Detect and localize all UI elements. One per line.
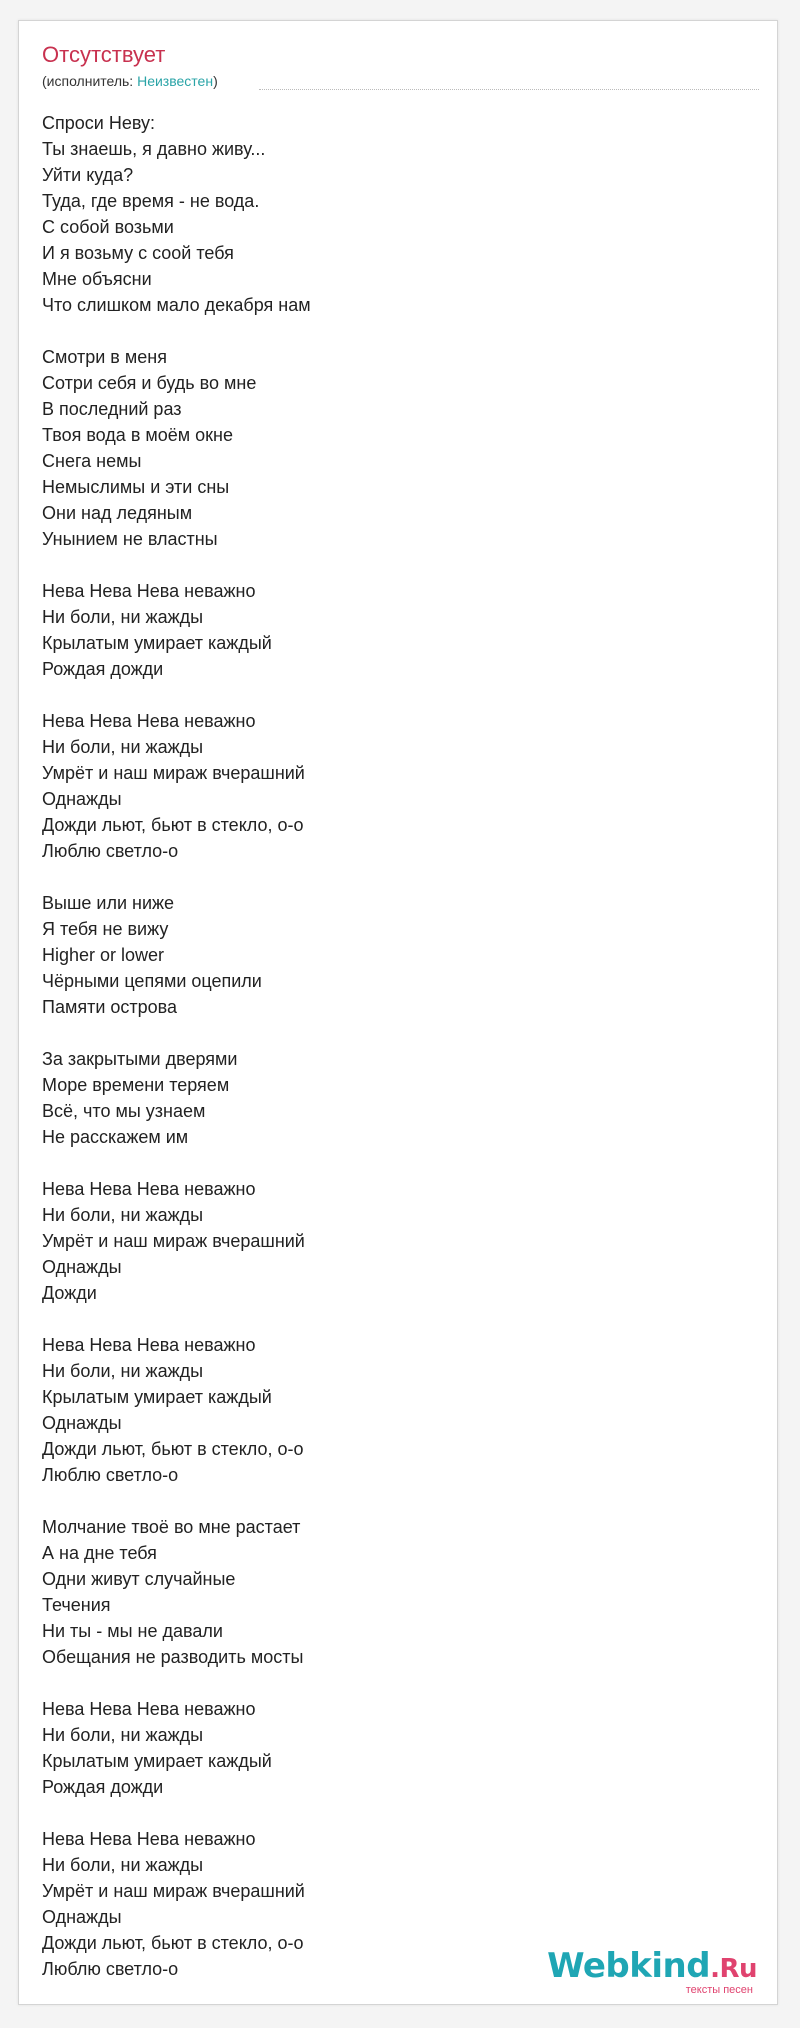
lyric-line: Твоя вода в моём окне [42,425,233,445]
lyric-line: Уйти куда? [42,165,134,185]
lyric-line: Люблю светло-о [42,1465,179,1485]
lyric-line: Они над ледяным [42,503,193,523]
logo-name: Webkind [547,1946,711,1986]
lyric-line: Нева Нева Нева неважно [42,581,256,601]
lyric-line: Туда, где время - не вода. [42,191,260,211]
lyric-line: Памяти острова [42,997,178,1017]
lyric-line: Люблю светло-о [42,1959,179,1979]
lyric-line: Однажды [42,1413,122,1433]
lyrics-card [18,20,778,2005]
lyric-line: Крылатым умирает каждый [42,1751,272,1771]
lyric-line: Дожди льют, бьют в стекло, о-о [42,1439,304,1459]
lyric-line: Одни живут случайные [42,1569,236,1589]
lyrics-stanza [42,1332,742,1488]
lyric-line: Ни боли, ни жажды [42,1855,204,1875]
lyric-line: Нева Нева Нева неважно [42,711,256,731]
lyric-line: Нева Нева Нева неважно [42,1179,256,1199]
logo-wordmark [547,1947,757,1988]
lyric-line: Однажды [42,1907,122,1927]
lyric-line: Дожди льют, бьют в стекло, о-о [42,1933,304,1953]
site-logo[interactable] [547,1947,757,1996]
lyric-line: И я возьму с соой тебя [42,243,234,263]
lyric-line: Сотри себя и будь во мне [42,373,257,393]
lyric-line: Не расскажем им [42,1127,189,1147]
lyric-line: Спроси Неву: [42,113,156,133]
lyric-line: За закрытыми дверями [42,1049,238,1069]
header-divider [259,89,759,90]
lyric-line: Умрёт и наш мираж вчерашний [42,1881,305,1901]
lyrics-stanza [42,344,742,552]
lyric-line: В последний раз [42,399,182,419]
lyric-line: Ни боли, ни жажды [42,1361,204,1381]
lyric-line: Ни ты - мы не давали [42,1621,223,1641]
lyrics-stanza [42,578,742,682]
lyric-line: Выше или ниже [42,893,175,913]
lyric-line: Однажды [42,1257,122,1277]
artist-line [42,73,218,89]
lyric-line: Всё, что мы узнаем [42,1101,206,1121]
lyrics-stanza [42,1696,742,1800]
lyrics-stanza [42,1514,742,1670]
lyric-line: Я тебя не вижу [42,919,169,939]
lyric-line: Нева Нева Нева неважно [42,1829,256,1849]
lyric-line: Мне объясни [42,269,152,289]
lyric-line: Умрёт и наш мираж вчерашний [42,763,305,783]
artist-prefix: (исполнитель: [42,73,138,89]
lyric-line: Течения [42,1595,111,1615]
lyric-line: Однажды [42,789,122,809]
logo-tagline: тексты песен [685,1984,753,1996]
song-title: Отсутствует [42,42,166,67]
lyric-line: Нева Нева Нева неважно [42,1699,256,1719]
lyric-line: Рождая дожди [42,1777,164,1797]
lyrics-stanza [42,708,742,864]
lyric-line: Ни боли, ни жажды [42,737,204,757]
lyric-line: Дожди [42,1283,97,1303]
lyric-line: Нева Нева Нева неважно [42,1335,256,1355]
lyric-line: Крылатым умирает каждый [42,1387,272,1407]
lyric-line: Немыслимы и эти сны [42,477,230,497]
lyric-line: Ни боли, ни жажды [42,1205,204,1225]
lyrics-stanza [42,890,742,1020]
lyrics-body [42,110,742,1982]
lyric-line: Higher or lower [42,945,165,965]
lyric-line: Ни боли, ни жажды [42,1725,204,1745]
lyric-line: Унынием не властны [42,529,218,549]
lyric-line: Ни боли, ни жажды [42,607,204,627]
lyric-line: Снега немы [42,451,142,471]
lyric-line: Крылатым умирает каждый [42,633,272,653]
lyric-line: Дожди льют, бьют в стекло, о-о [42,815,304,835]
lyrics-stanza [42,110,742,318]
lyric-line: Обещания не разводить мосты [42,1647,304,1667]
lyric-line: Молчание твоё во мне растает [42,1517,301,1537]
lyric-line: Что слишком мало декабря нам [42,295,311,315]
lyric-line: Умрёт и наш мираж вчерашний [42,1231,305,1251]
artist-link[interactable]: Неизвестен [137,73,214,89]
lyric-line: А на дне тебя [42,1543,157,1563]
lyric-line: Море времени теряем [42,1075,230,1095]
artist-suffix: ) [213,73,218,89]
lyrics-stanza [42,1176,742,1306]
lyric-line: Рождая дожди [42,659,164,679]
lyric-line: Люблю светло-о [42,841,179,861]
lyrics-stanza [42,1046,742,1150]
logo-tld: .Ru [710,1954,757,1984]
lyric-line: Смотри в меня [42,347,167,367]
lyric-line: Чёрными цепями оцепили [42,971,262,991]
lyric-line: Ты знаешь, я давно живу... [42,139,266,159]
lyric-line: С собой возьми [42,217,174,237]
